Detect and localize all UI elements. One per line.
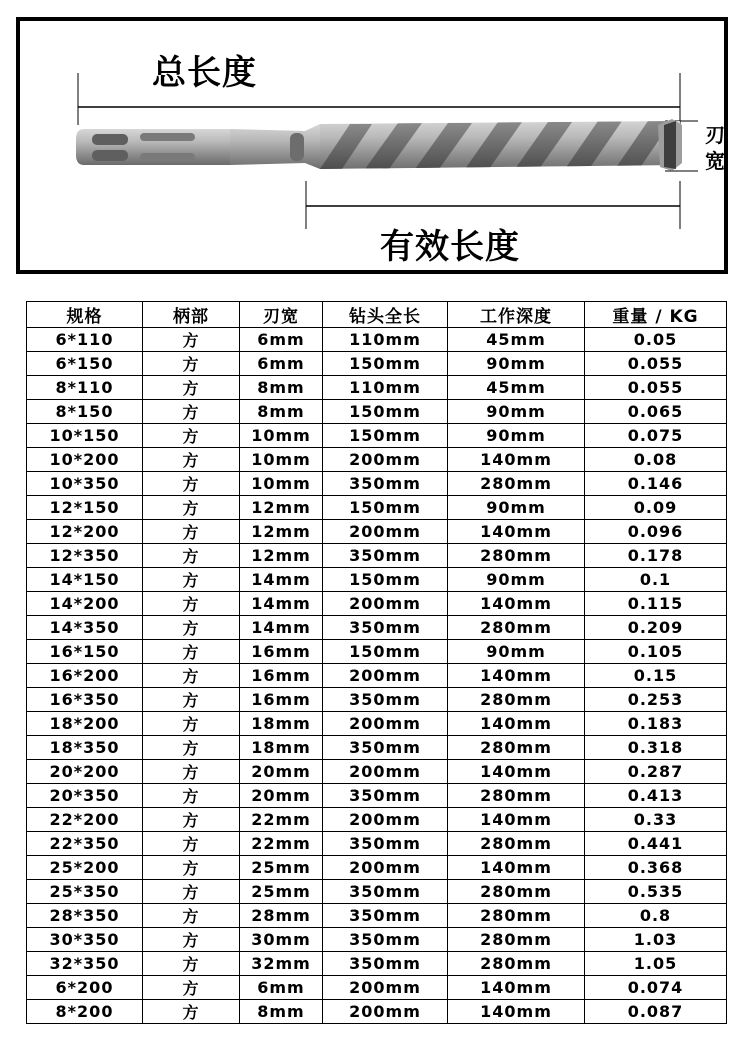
cell-blade-width: 6mm: [240, 976, 323, 1000]
table-row: [27, 952, 727, 976]
cell-working-depth: 140mm: [448, 520, 585, 544]
cell-total-length: 350mm: [323, 616, 448, 640]
cell-shank: 方: [143, 472, 240, 496]
table-row: [27, 496, 727, 520]
cell-spec: 20*200: [27, 760, 143, 784]
cell-total-length: 150mm: [323, 352, 448, 376]
cell-spec: 8*200: [27, 1000, 143, 1024]
cell-blade-width: 14mm: [240, 592, 323, 616]
cell-total-length: 350mm: [323, 832, 448, 856]
cell-working-depth: 90mm: [448, 640, 585, 664]
cell-blade-width: 14mm: [240, 616, 323, 640]
cell-blade-width: 18mm: [240, 712, 323, 736]
cell-weight: 0.05: [585, 328, 727, 352]
cell-blade-width: 8mm: [240, 1000, 323, 1024]
table-row: [27, 640, 727, 664]
cell-spec: 25*350: [27, 880, 143, 904]
cell-shank: 方: [143, 688, 240, 712]
cell-total-length: 150mm: [323, 424, 448, 448]
cell-weight: 0.08: [585, 448, 727, 472]
cell-working-depth: 90mm: [448, 496, 585, 520]
cell-spec: 6*110: [27, 328, 143, 352]
cell-working-depth: 140mm: [448, 448, 585, 472]
cell-total-length: 200mm: [323, 520, 448, 544]
cell-weight: 0.441: [585, 832, 727, 856]
table-header-row: [27, 302, 727, 328]
cell-total-length: 350mm: [323, 544, 448, 568]
cell-total-length: 110mm: [323, 376, 448, 400]
table-row: [27, 616, 727, 640]
total-length-label: 总长度: [152, 53, 257, 93]
cell-working-depth: 280mm: [448, 616, 585, 640]
cell-total-length: 350mm: [323, 928, 448, 952]
cell-blade-width: 18mm: [240, 736, 323, 760]
cell-shank: 方: [143, 400, 240, 424]
table-row: [27, 760, 727, 784]
cell-spec: 16*150: [27, 640, 143, 664]
cell-total-length: 350mm: [323, 472, 448, 496]
cell-working-depth: 280mm: [448, 880, 585, 904]
cell-working-depth: 90mm: [448, 352, 585, 376]
table-row: [27, 688, 727, 712]
cell-blade-width: 20mm: [240, 760, 323, 784]
table-row: [27, 592, 727, 616]
cell-total-length: 350mm: [323, 784, 448, 808]
cell-spec: 14*350: [27, 616, 143, 640]
table-row: [27, 1000, 727, 1024]
drill-bit-illustration: [20, 21, 724, 270]
cell-working-depth: 140mm: [448, 712, 585, 736]
cell-weight: 0.535: [585, 880, 727, 904]
cell-spec: 25*200: [27, 856, 143, 880]
cell-shank: 方: [143, 1000, 240, 1024]
cell-spec: 10*150: [27, 424, 143, 448]
cell-blade-width: 22mm: [240, 808, 323, 832]
cell-shank: 方: [143, 592, 240, 616]
cell-total-length: 350mm: [323, 904, 448, 928]
cell-total-length: 150mm: [323, 400, 448, 424]
cell-weight: 0.1: [585, 568, 727, 592]
cell-spec: 12*350: [27, 544, 143, 568]
drill-body: [320, 119, 682, 171]
cell-blade-width: 25mm: [240, 880, 323, 904]
table-row: [27, 520, 727, 544]
cell-blade-width: 6mm: [240, 352, 323, 376]
table-body: [27, 328, 727, 1024]
table-row: [27, 976, 727, 1000]
cell-blade-width: 12mm: [240, 496, 323, 520]
cell-spec: 12*200: [27, 520, 143, 544]
drill-bit-diagram: [16, 17, 728, 274]
table-row: [27, 472, 727, 496]
cell-shank: 方: [143, 928, 240, 952]
cell-weight: 0.115: [585, 592, 727, 616]
cell-weight: 0.065: [585, 400, 727, 424]
cell-shank: 方: [143, 712, 240, 736]
cell-weight: 0.178: [585, 544, 727, 568]
table-row: [27, 736, 727, 760]
cell-weight: 0.055: [585, 376, 727, 400]
cell-shank: 方: [143, 328, 240, 352]
cell-spec: 8*110: [27, 376, 143, 400]
cell-weight: 0.8: [585, 904, 727, 928]
cell-working-depth: 90mm: [448, 568, 585, 592]
table-row: [27, 664, 727, 688]
table-row: [27, 856, 727, 880]
cell-weight: 1.05: [585, 952, 727, 976]
cell-shank: 方: [143, 808, 240, 832]
cell-spec: 14*200: [27, 592, 143, 616]
cell-weight: 0.105: [585, 640, 727, 664]
cell-weight: 0.087: [585, 1000, 727, 1024]
cell-spec: 12*150: [27, 496, 143, 520]
cell-weight: 0.368: [585, 856, 727, 880]
table-row: [27, 784, 727, 808]
cell-working-depth: 45mm: [448, 328, 585, 352]
cell-spec: 22*350: [27, 832, 143, 856]
cell-shank: 方: [143, 952, 240, 976]
cell-blade-width: 8mm: [240, 400, 323, 424]
cell-working-depth: 280mm: [448, 544, 585, 568]
cell-weight: 0.074: [585, 976, 727, 1000]
header-blade-width: 刃宽: [240, 302, 323, 328]
cell-total-length: 200mm: [323, 448, 448, 472]
cell-weight: 0.318: [585, 736, 727, 760]
cell-working-depth: 280mm: [448, 832, 585, 856]
cell-blade-width: 10mm: [240, 472, 323, 496]
cell-blade-width: 10mm: [240, 448, 323, 472]
cell-working-depth: 280mm: [448, 736, 585, 760]
cell-working-depth: 280mm: [448, 784, 585, 808]
cell-weight: 0.209: [585, 616, 727, 640]
drill-shank: [76, 124, 320, 169]
cell-total-length: 110mm: [323, 328, 448, 352]
table-row: [27, 880, 727, 904]
table-row: [27, 400, 727, 424]
table-row: [27, 832, 727, 856]
cell-total-length: 150mm: [323, 640, 448, 664]
cell-shank: 方: [143, 784, 240, 808]
cell-blade-width: 20mm: [240, 784, 323, 808]
cell-spec: 32*350: [27, 952, 143, 976]
cell-shank: 方: [143, 376, 240, 400]
cell-total-length: 200mm: [323, 808, 448, 832]
cell-blade-width: 28mm: [240, 904, 323, 928]
header-working-depth: 工作深度: [448, 302, 585, 328]
cell-total-length: 200mm: [323, 976, 448, 1000]
cell-spec: 20*350: [27, 784, 143, 808]
header-shank: 柄部: [143, 302, 240, 328]
cell-working-depth: 140mm: [448, 1000, 585, 1024]
table-row: [27, 928, 727, 952]
cell-spec: 16*200: [27, 664, 143, 688]
cell-shank: 方: [143, 496, 240, 520]
cell-spec: 22*200: [27, 808, 143, 832]
table-row: [27, 352, 727, 376]
cell-shank: 方: [143, 424, 240, 448]
cell-shank: 方: [143, 544, 240, 568]
cell-weight: 0.33: [585, 808, 727, 832]
cell-shank: 方: [143, 760, 240, 784]
cell-total-length: 350mm: [323, 688, 448, 712]
cell-total-length: 200mm: [323, 664, 448, 688]
cell-spec: 28*350: [27, 904, 143, 928]
cell-working-depth: 90mm: [448, 424, 585, 448]
table-row: [27, 448, 727, 472]
cell-shank: 方: [143, 976, 240, 1000]
cell-total-length: 150mm: [323, 568, 448, 592]
cell-shank: 方: [143, 352, 240, 376]
cell-weight: 1.03: [585, 928, 727, 952]
cell-blade-width: 12mm: [240, 520, 323, 544]
cell-total-length: 200mm: [323, 1000, 448, 1024]
cell-working-depth: 280mm: [448, 952, 585, 976]
cell-blade-width: 16mm: [240, 664, 323, 688]
cell-shank: 方: [143, 856, 240, 880]
cell-weight: 0.287: [585, 760, 727, 784]
cell-shank: 方: [143, 880, 240, 904]
drill-tip: [658, 119, 682, 171]
cell-weight: 0.15: [585, 664, 727, 688]
table-row: [27, 424, 727, 448]
table-row: [27, 544, 727, 568]
cell-working-depth: 140mm: [448, 592, 585, 616]
cell-total-length: 350mm: [323, 736, 448, 760]
cell-shank: 方: [143, 832, 240, 856]
cell-working-depth: 45mm: [448, 376, 585, 400]
cell-weight: 0.075: [585, 424, 727, 448]
cell-weight: 0.09: [585, 496, 727, 520]
cell-blade-width: 10mm: [240, 424, 323, 448]
cell-spec: 18*200: [27, 712, 143, 736]
cell-spec: 18*350: [27, 736, 143, 760]
cell-shank: 方: [143, 736, 240, 760]
cell-blade-width: 8mm: [240, 376, 323, 400]
cell-total-length: 200mm: [323, 712, 448, 736]
cell-weight: 0.096: [585, 520, 727, 544]
cell-working-depth: 280mm: [448, 472, 585, 496]
cell-blade-width: 14mm: [240, 568, 323, 592]
cell-spec: 10*350: [27, 472, 143, 496]
cell-shank: 方: [143, 448, 240, 472]
cell-spec: 8*150: [27, 400, 143, 424]
table-row: [27, 376, 727, 400]
cell-blade-width: 25mm: [240, 856, 323, 880]
cell-weight: 0.183: [585, 712, 727, 736]
cell-shank: 方: [143, 520, 240, 544]
cell-weight: 0.055: [585, 352, 727, 376]
table-row: [27, 712, 727, 736]
cell-working-depth: 90mm: [448, 400, 585, 424]
cell-working-depth: 140mm: [448, 976, 585, 1000]
cell-working-depth: 140mm: [448, 856, 585, 880]
blade-width-label: 刃宽: [705, 123, 725, 173]
cell-total-length: 350mm: [323, 880, 448, 904]
cell-weight: 0.253: [585, 688, 727, 712]
cell-blade-width: 30mm: [240, 928, 323, 952]
cell-shank: 方: [143, 616, 240, 640]
cell-blade-width: 12mm: [240, 544, 323, 568]
cell-blade-width: 32mm: [240, 952, 323, 976]
cell-shank: 方: [143, 640, 240, 664]
cell-working-depth: 280mm: [448, 928, 585, 952]
header-spec: 规格: [27, 302, 143, 328]
header-weight: 重量 / KG: [585, 302, 727, 328]
cell-blade-width: 22mm: [240, 832, 323, 856]
cell-total-length: 200mm: [323, 592, 448, 616]
cell-shank: 方: [143, 664, 240, 688]
table-row: [27, 328, 727, 352]
cell-total-length: 200mm: [323, 760, 448, 784]
table-row: [27, 904, 727, 928]
cell-spec: 16*350: [27, 688, 143, 712]
cell-spec: 10*200: [27, 448, 143, 472]
cell-spec: 6*200: [27, 976, 143, 1000]
cell-blade-width: 6mm: [240, 328, 323, 352]
cell-blade-width: 16mm: [240, 640, 323, 664]
cell-spec: 6*150: [27, 352, 143, 376]
cell-working-depth: 280mm: [448, 688, 585, 712]
cell-spec: 14*150: [27, 568, 143, 592]
cell-weight: 0.146: [585, 472, 727, 496]
cell-shank: 方: [143, 904, 240, 928]
cell-total-length: 200mm: [323, 856, 448, 880]
table-row: [27, 808, 727, 832]
spec-table: [26, 301, 727, 1024]
cell-working-depth: 140mm: [448, 664, 585, 688]
cell-blade-width: 16mm: [240, 688, 323, 712]
cell-total-length: 150mm: [323, 496, 448, 520]
cell-working-depth: 140mm: [448, 760, 585, 784]
cell-working-depth: 280mm: [448, 904, 585, 928]
cell-weight: 0.413: [585, 784, 727, 808]
cell-working-depth: 140mm: [448, 808, 585, 832]
cell-total-length: 350mm: [323, 952, 448, 976]
cell-spec: 30*350: [27, 928, 143, 952]
cell-shank: 方: [143, 568, 240, 592]
header-total-length: 钻头全长: [323, 302, 448, 328]
effective-length-label: 有效长度: [380, 227, 520, 267]
table-row: [27, 568, 727, 592]
